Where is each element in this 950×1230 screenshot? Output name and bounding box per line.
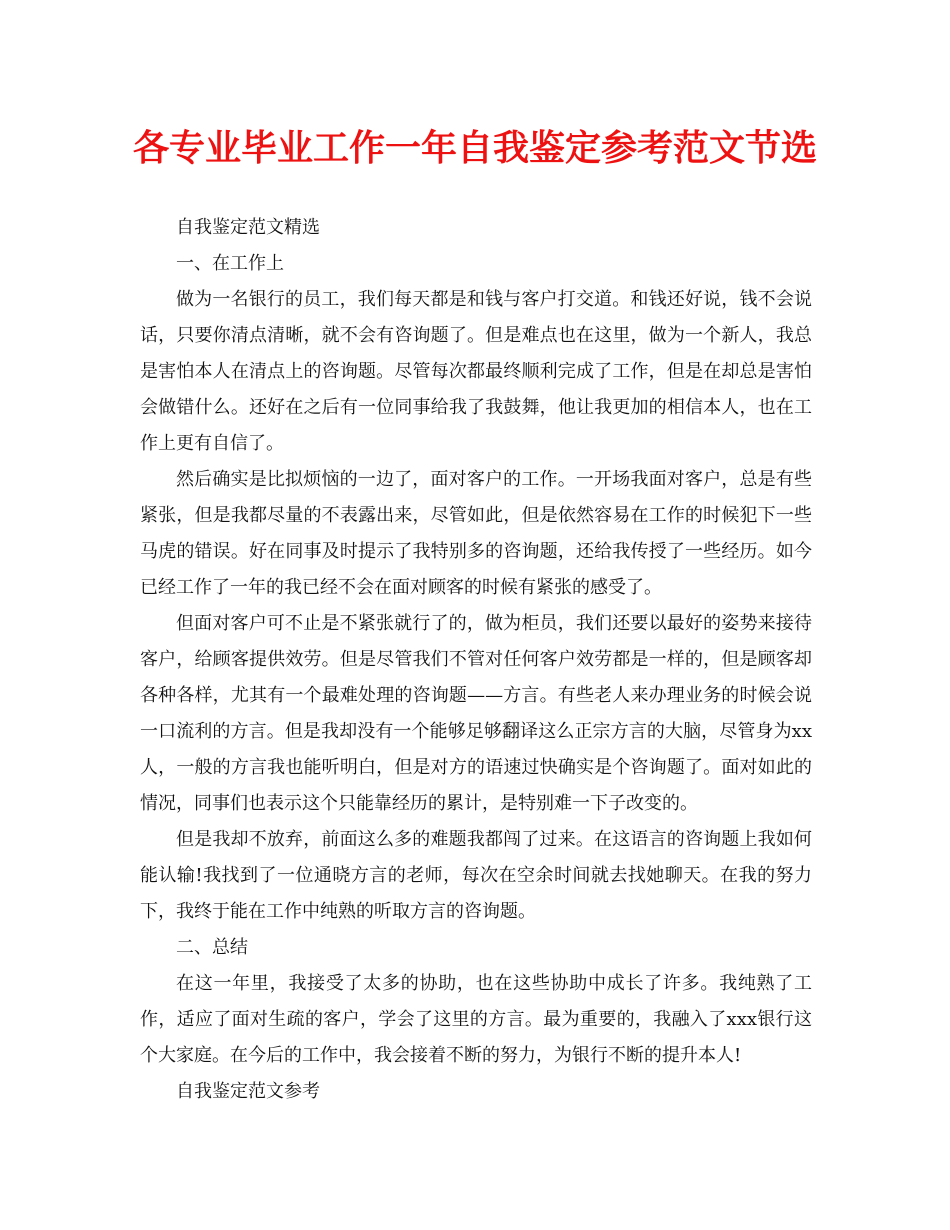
paragraph-cash-handling: 做为一名银行的员工，我们每天都是和钱与客户打交道。和钱还好说，钱不会说话，只要你清点清晰，就不会有咨询题了。但是难点也在这里，做为一个新人，我总是害怕本人在清点上的咨询题。尽管每次都最终顺利完成了工作，但是在却总是害怕会做错什么。还好在之后有一位同事给我了我鼓舞，他让我更加的相信本人，也在工作上更有自信了。 (140, 289, 812, 454)
section-heading-summary: 二、总结 (176, 937, 248, 958)
document-title: 各专业毕业工作一年自我鉴定参考范文节选 (132, 128, 817, 169)
paragraph-overcoming-dialect: 但是我却不放弃，前面这么多的难题我都闯了过来。在这语言的咨询题上我如何能认输!我找到了一位通晓方言的老师，每次在空余时间就去找她聊天。在我的努力下，我终于能在工作中纯熟的听取方言的咨询题。 (140, 829, 812, 922)
paragraph-customer-nervousness: 然后确实是比拟烦恼的一边了，面对客户的工作。一开场我面对客户，总是有些紧张，但是我都尽量的不表露出来，尽管如此，但是依然容易在工作的时候犯下一些马虎的错误。好在同事及时提示了我特别多的咨询题，还给我传授了一些经历。如今已经工作了一年的我已经不会在面对顾客的时候有紧张的感受了。 (140, 469, 812, 598)
subheading-intro: 自我鉴定范文精选 (176, 217, 320, 238)
section-heading-work: 一、在工作上 (176, 253, 284, 274)
paragraph-dialect-challenge: 但面对客户可不止是不紧张就行了的，做为柜员，我们还要以最好的姿势来接待客户，给顾客提供效劳。但是尽管我们不管对任何客户效劳都是一样的，但是顾客却各种各样，尤其有一个最难处理的咨询题——方言。有些老人来办理业务的时候会说一口流利的方言。但是我却没有一个能够足够翻译这么正宗方言的大脑，尽管身为xx人，一般的方言我也能听明白，但是对方的语速过快确实是个咨询题了。面对如此的情况，同事们也表示这个只能靠经历的累计，是特别难一下子改变的。 (140, 613, 812, 814)
paragraph-summary: 在这一年里，我接受了太多的协助，也在这些协助中成长了许多。我纯熟了工作，适应了面对生疏的客户，学会了这里的方言。最为重要的，我融入了xxx银行这个大家庭。在今后的工作中，我会接着不断的努力，为银行不断的提升本人! (140, 973, 812, 1066)
subheading-reference: 自我鉴定范文参考 (176, 1081, 320, 1102)
document-body (140, 210, 812, 1110)
